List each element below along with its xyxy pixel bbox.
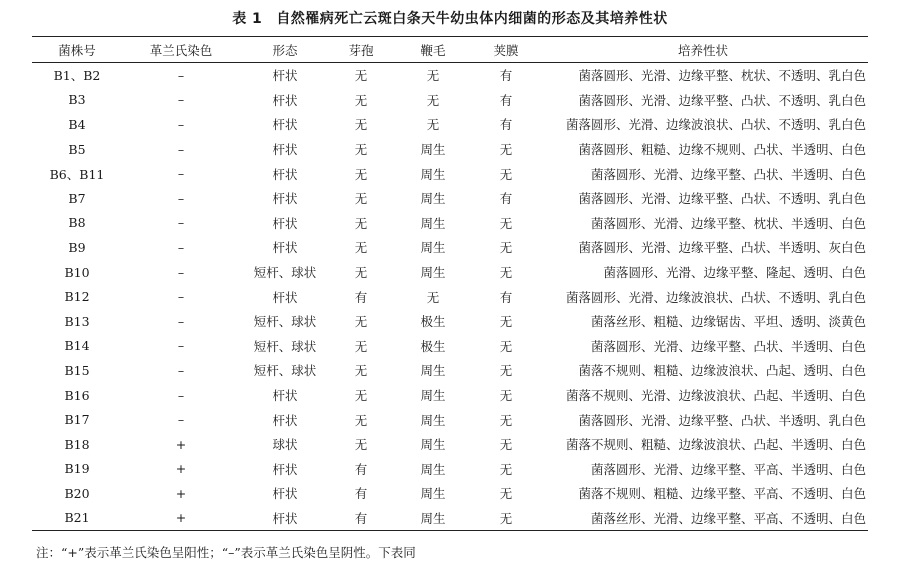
cell-morphology: 短杆、球状 bbox=[253, 314, 317, 330]
cell-flagella: 周生 bbox=[420, 215, 446, 231]
strain-table bbox=[32, 36, 868, 531]
table-row bbox=[32, 334, 868, 359]
cell-culture: 菌落圆形、光滑、边缘平整、枕状、不透明、乳白色 bbox=[578, 68, 866, 84]
cell-flagella: 无 bbox=[426, 92, 440, 108]
cell-spore: 有 bbox=[354, 486, 368, 502]
table-row bbox=[32, 407, 868, 432]
cell-culture: 菌落丝形、光滑、边缘平整、平高、不透明、白色 bbox=[590, 510, 866, 526]
cell-capsule: 无 bbox=[499, 510, 513, 526]
cell-culture: 菌落不规则、粗糙、边缘波浪状、凸起、透明、白色 bbox=[578, 363, 866, 379]
cell-flagella: 周生 bbox=[420, 191, 446, 207]
table-row bbox=[32, 112, 868, 137]
cell-culture: 菌落圆形、光滑、边缘波浪状、凸状、不透明、乳白色 bbox=[565, 289, 866, 305]
cell-capsule: 无 bbox=[499, 486, 513, 502]
cell-capsule: 无 bbox=[499, 265, 513, 281]
header-row bbox=[32, 37, 868, 63]
cell-gram-stain: – bbox=[177, 338, 185, 354]
cell-capsule: 无 bbox=[499, 215, 513, 231]
cell-culture: 菌落圆形、光滑、边缘平整、隆起、透明、白色 bbox=[603, 265, 866, 281]
cell-flagella: 无 bbox=[426, 68, 440, 84]
cell-spore: 无 bbox=[354, 240, 368, 256]
cell-strain-id: B6、B11 bbox=[49, 166, 105, 182]
cell-strain-id: B5 bbox=[68, 141, 86, 157]
cell-culture: 菌落圆形、光滑、边缘平整、凸状、半透明、白色 bbox=[590, 338, 866, 354]
table-row bbox=[32, 161, 868, 186]
cell-capsule: 无 bbox=[499, 461, 513, 477]
cell-strain-id: B16 bbox=[64, 387, 90, 403]
cell-strain-id: B20 bbox=[64, 485, 90, 501]
header-morphology: 形态 bbox=[272, 42, 298, 58]
cell-strain-id: B8 bbox=[68, 215, 86, 231]
table-number: 表 1 bbox=[232, 11, 263, 27]
cell-spore: 无 bbox=[354, 215, 368, 231]
cell-gram-stain: – bbox=[177, 92, 185, 108]
cell-flagella: 周生 bbox=[420, 363, 446, 379]
cell-gram-stain: – bbox=[177, 289, 185, 305]
header-culture: 培养性状 bbox=[677, 42, 728, 58]
cell-strain-id: B18 bbox=[64, 436, 90, 452]
cell-gram-stain: – bbox=[177, 116, 185, 132]
header-flagella: 鞭毛 bbox=[420, 42, 446, 58]
cell-capsule: 无 bbox=[499, 142, 513, 158]
cell-capsule: 有 bbox=[499, 191, 513, 207]
table-row bbox=[32, 260, 868, 285]
cell-gram-stain: + bbox=[175, 461, 187, 477]
cell-spore: 无 bbox=[354, 191, 368, 207]
cell-capsule: 有 bbox=[499, 117, 513, 133]
cell-capsule: 有 bbox=[499, 92, 513, 108]
table-header bbox=[32, 37, 868, 63]
cell-flagella: 周生 bbox=[420, 486, 446, 502]
cell-morphology: 杆状 bbox=[272, 142, 298, 158]
cell-flagella: 无 bbox=[426, 117, 440, 133]
cell-spore: 无 bbox=[354, 338, 368, 354]
cell-capsule: 无 bbox=[499, 338, 513, 354]
cell-capsule: 有 bbox=[499, 68, 513, 84]
table-caption: 自然罹病死亡云斑白条天牛幼虫体内细菌的形态及其培养性状 bbox=[276, 11, 668, 27]
cell-morphology: 杆状 bbox=[272, 215, 298, 231]
cell-morphology: 杆状 bbox=[272, 68, 298, 84]
cell-flagella: 周生 bbox=[420, 166, 446, 182]
cell-strain-id: B10 bbox=[64, 264, 90, 280]
table-row bbox=[32, 506, 868, 531]
header-gram-stain: 革兰氏染色 bbox=[149, 42, 213, 58]
cell-flagella: 周生 bbox=[420, 510, 446, 526]
cell-gram-stain: – bbox=[177, 264, 185, 280]
cell-spore: 无 bbox=[354, 412, 368, 428]
cell-flagella: 周生 bbox=[420, 437, 446, 453]
cell-morphology: 杆状 bbox=[272, 412, 298, 428]
cell-gram-stain: – bbox=[177, 67, 185, 83]
cell-spore: 有 bbox=[354, 461, 368, 477]
cell-strain-id: B17 bbox=[64, 412, 90, 428]
cell-capsule: 无 bbox=[499, 166, 513, 182]
cell-spore: 无 bbox=[354, 117, 368, 133]
cell-strain-id: B4 bbox=[68, 116, 86, 132]
cell-flagella: 周生 bbox=[420, 461, 446, 477]
cell-capsule: 有 bbox=[499, 289, 513, 305]
cell-spore: 无 bbox=[354, 166, 368, 182]
cell-strain-id: B19 bbox=[64, 461, 90, 477]
header-capsule: 荚膜 bbox=[493, 42, 519, 58]
cell-capsule: 无 bbox=[499, 437, 513, 453]
cell-morphology: 杆状 bbox=[272, 461, 298, 477]
cell-spore: 无 bbox=[354, 363, 368, 379]
table-row bbox=[32, 309, 868, 334]
cell-gram-stain: – bbox=[177, 362, 185, 378]
cell-spore: 无 bbox=[354, 265, 368, 281]
cell-gram-stain: – bbox=[177, 166, 185, 182]
cell-flagella: 极生 bbox=[420, 314, 446, 330]
table-row bbox=[32, 481, 868, 506]
cell-morphology: 短杆、球状 bbox=[253, 363, 317, 379]
cell-culture: 菌落不规则、粗糙、边缘平整、平高、不透明、白色 bbox=[578, 486, 866, 502]
header-spore: 芽孢 bbox=[348, 42, 374, 58]
cell-flagella: 周生 bbox=[420, 388, 446, 404]
table-row bbox=[32, 137, 868, 162]
cell-morphology: 杆状 bbox=[272, 240, 298, 256]
table-body bbox=[32, 63, 868, 531]
cell-morphology: 杆状 bbox=[272, 117, 298, 133]
cell-gram-stain: – bbox=[177, 239, 185, 255]
cell-gram-stain: – bbox=[177, 387, 185, 403]
cell-morphology: 杆状 bbox=[272, 388, 298, 404]
table-row bbox=[32, 457, 868, 482]
table-note: 注：“+”表示革兰氏染色呈阳性；“–”表示革兰氏染色呈阴性。下表同 bbox=[36, 545, 416, 560]
cell-strain-id: B3 bbox=[68, 92, 86, 108]
cell-strain-id: B9 bbox=[68, 239, 86, 255]
cell-culture: 菌落圆形、光滑、边缘平整、凸状、不透明、乳白色 bbox=[578, 92, 866, 108]
cell-flagella: 周生 bbox=[420, 265, 446, 281]
cell-morphology: 杆状 bbox=[272, 191, 298, 207]
cell-strain-id: B12 bbox=[64, 289, 90, 305]
table-row bbox=[32, 235, 868, 260]
cell-gram-stain: + bbox=[175, 436, 187, 452]
cell-culture: 菌落圆形、光滑、边缘平整、凸状、半透明、白色 bbox=[590, 166, 866, 182]
cell-spore: 有 bbox=[354, 510, 368, 526]
cell-strain-id: B21 bbox=[64, 510, 90, 526]
cell-culture: 菌落圆形、光滑、边缘平整、凸状、不透明、乳白色 bbox=[578, 191, 866, 207]
cell-morphology: 短杆、球状 bbox=[253, 265, 317, 281]
cell-gram-stain: – bbox=[177, 190, 185, 206]
cell-flagella: 无 bbox=[426, 289, 440, 305]
table-row bbox=[32, 383, 868, 408]
table-row bbox=[32, 432, 868, 457]
cell-spore: 无 bbox=[354, 437, 368, 453]
cell-culture: 菌落圆形、光滑、边缘波浪状、凸状、不透明、乳白色 bbox=[565, 117, 866, 133]
cell-gram-stain: + bbox=[175, 510, 187, 526]
cell-strain-id: B7 bbox=[68, 190, 86, 206]
cell-gram-stain: – bbox=[177, 313, 185, 329]
cell-strain-id: B14 bbox=[64, 338, 90, 354]
table-title bbox=[0, 8, 900, 28]
cell-capsule: 无 bbox=[499, 388, 513, 404]
cell-spore: 无 bbox=[354, 68, 368, 84]
table-row bbox=[32, 211, 868, 236]
cell-culture: 菌落圆形、粗糙、边缘不规则、凸状、半透明、白色 bbox=[578, 142, 866, 158]
cell-gram-stain: – bbox=[177, 215, 185, 231]
cell-culture: 菌落丝形、粗糙、边缘锯齿、平坦、透明、淡黄色 bbox=[590, 314, 866, 330]
cell-culture: 菌落圆形、光滑、边缘平整、凸状、半透明、乳白色 bbox=[578, 412, 866, 428]
cell-strain-id: B15 bbox=[64, 362, 90, 378]
cell-morphology: 杆状 bbox=[272, 510, 298, 526]
cell-spore: 无 bbox=[354, 142, 368, 158]
cell-flagella: 周生 bbox=[420, 142, 446, 158]
cell-morphology: 杆状 bbox=[272, 92, 298, 108]
table-row bbox=[32, 63, 868, 88]
cell-spore: 无 bbox=[354, 314, 368, 330]
table-row bbox=[32, 186, 868, 211]
cell-culture: 菌落圆形、光滑、边缘平整、凸状、半透明、灰白色 bbox=[578, 240, 866, 256]
cell-capsule: 无 bbox=[499, 363, 513, 379]
cell-spore: 无 bbox=[354, 92, 368, 108]
cell-culture: 菌落圆形、光滑、边缘平整、平高、半透明、白色 bbox=[590, 461, 866, 477]
cell-flagella: 极生 bbox=[420, 338, 446, 354]
cell-spore: 无 bbox=[354, 388, 368, 404]
cell-flagella: 周生 bbox=[420, 412, 446, 428]
table-row bbox=[32, 358, 868, 383]
header-strain-id: 菌株号 bbox=[58, 42, 96, 58]
cell-capsule: 无 bbox=[499, 240, 513, 256]
cell-capsule: 无 bbox=[499, 412, 513, 428]
cell-morphology: 杆状 bbox=[272, 289, 298, 305]
cell-gram-stain: – bbox=[177, 412, 185, 428]
cell-strain-id: B1、B2 bbox=[53, 68, 101, 84]
cell-capsule: 无 bbox=[499, 314, 513, 330]
cell-culture: 菌落不规则、光滑、边缘波浪状、凸起、半透明、白色 bbox=[565, 388, 866, 404]
cell-strain-id: B13 bbox=[64, 313, 90, 329]
cell-morphology: 杆状 bbox=[272, 166, 298, 182]
cell-gram-stain: + bbox=[175, 485, 187, 501]
table-row bbox=[32, 88, 868, 113]
cell-morphology: 杆状 bbox=[272, 486, 298, 502]
cell-flagella: 周生 bbox=[420, 240, 446, 256]
cell-morphology: 球状 bbox=[272, 437, 298, 453]
cell-culture: 菌落不规则、粗糙、边缘波浪状、凸起、半透明、白色 bbox=[565, 437, 866, 453]
cell-gram-stain: – bbox=[177, 141, 185, 157]
cell-spore: 有 bbox=[354, 289, 368, 305]
cell-morphology: 短杆、球状 bbox=[253, 338, 317, 354]
table-row bbox=[32, 284, 868, 309]
cell-culture: 菌落圆形、光滑、边缘平整、枕状、半透明、白色 bbox=[590, 215, 866, 231]
